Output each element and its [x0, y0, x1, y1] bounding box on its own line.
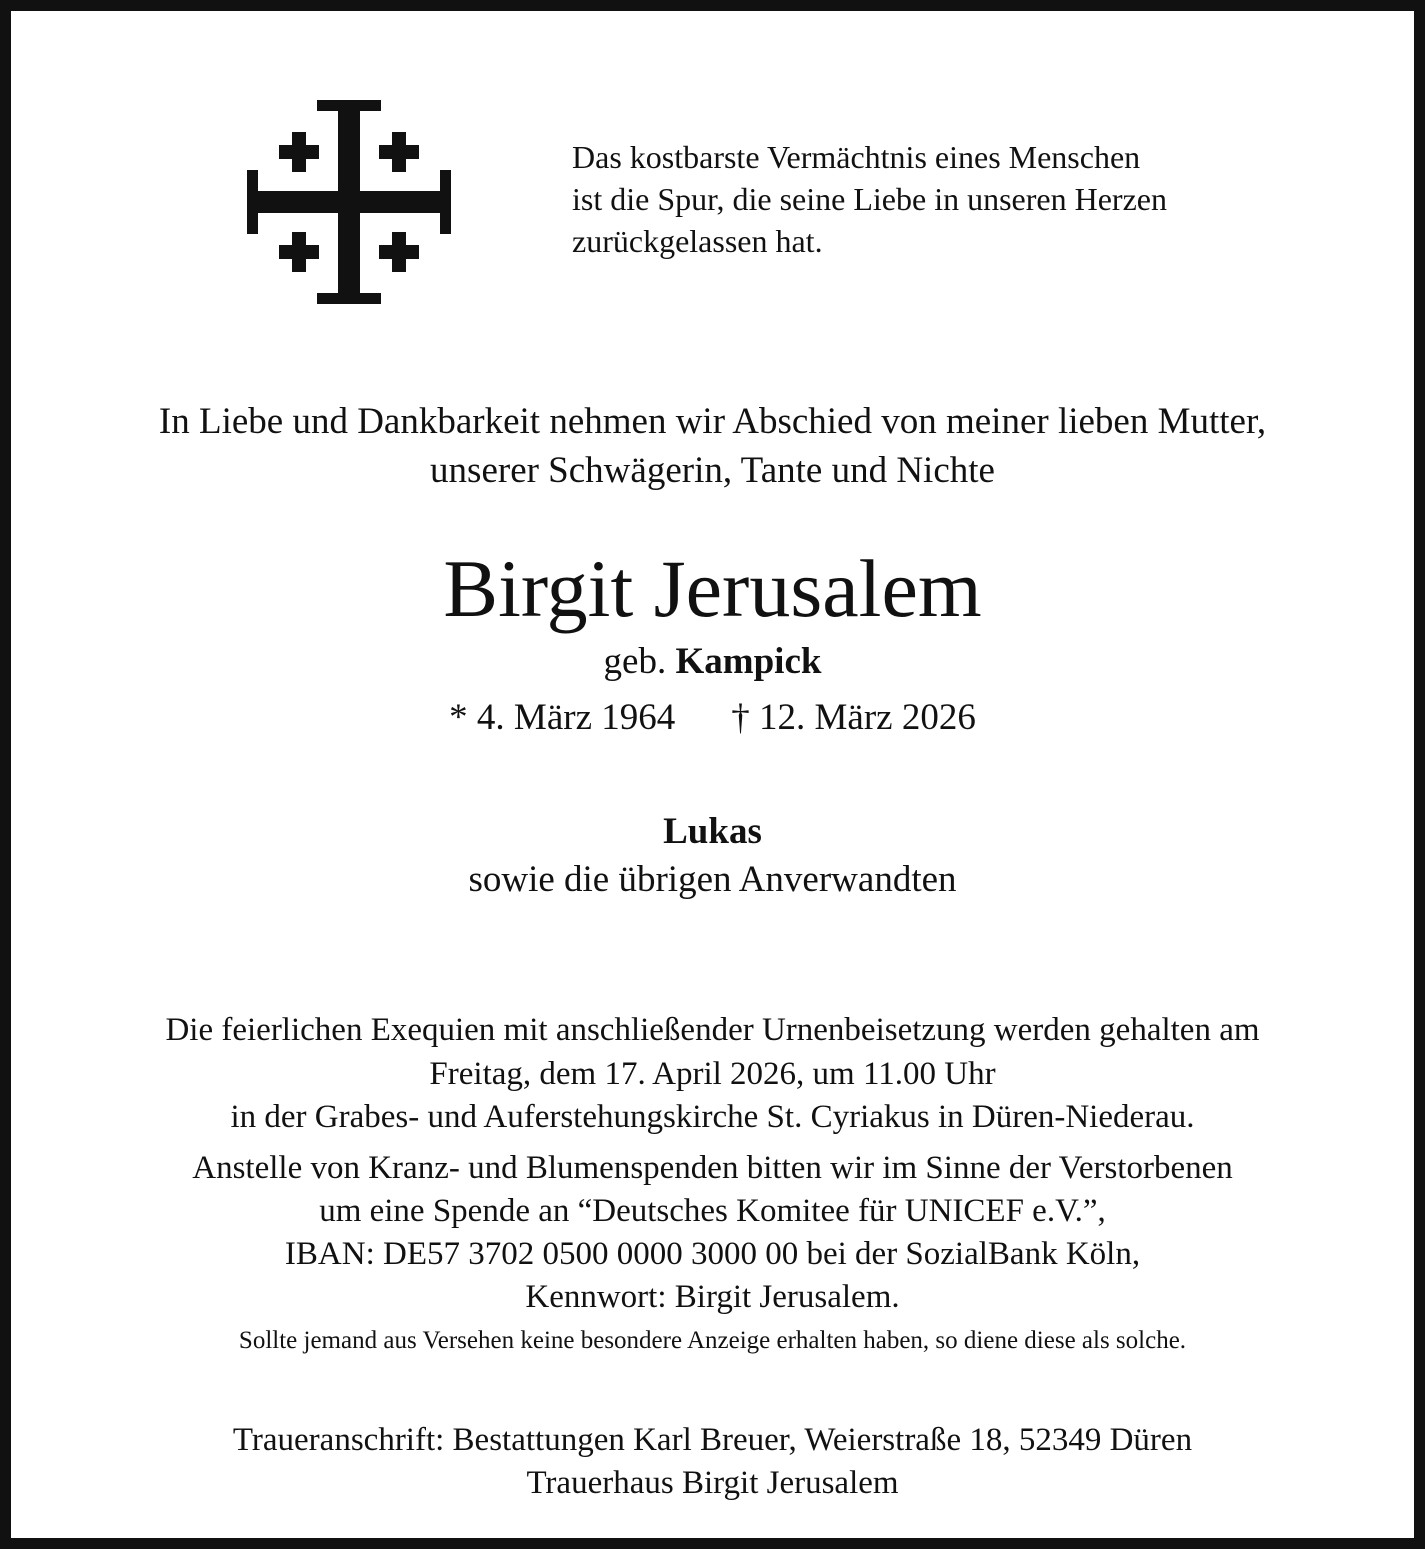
- maiden-name-line: [0, 640, 1425, 683]
- life-dates: [0, 696, 1425, 739]
- motto: [572, 136, 1332, 262]
- motto-line: ist die Spur, die seine Liebe in unseren Herzen: [572, 181, 1167, 217]
- address-line: Traueranschrift: Bestattungen Karl Breuer, Weierstraße 18, 52349 Düren: [232, 1422, 1193, 1458]
- donation-line: um eine Spende an “Deutsches Komitee für UNICEF e.V.”,: [319, 1193, 1106, 1229]
- intro-line: unserer Schwägerin, Tante und Nichte: [430, 450, 995, 491]
- maiden-name: Kampick: [675, 641, 822, 682]
- death-date: † 12. März 2026: [731, 697, 976, 738]
- intro-line: In Liebe und Dankbarkeit nehmen wir Abschied von meiner lieben Mutter,: [158, 401, 1267, 442]
- motto-line: Das kostbarste Vermächtnis eines Menschen: [572, 139, 1141, 175]
- donation-line: Anstelle von Kranz- und Blumenspenden bitten wir im Sinne der Verstorbenen: [192, 1150, 1233, 1186]
- notice: Sollte jemand aus Versehen keine besondere Anzeige erhalten haben, so diene diese als solche.: [238, 1327, 1187, 1354]
- service-line: Die feierlichen Exequien mit anschließender Urnenbeisetzung werden gehalten am: [165, 1012, 1260, 1048]
- mourner-others: sowie die übrigen Anverwandten: [468, 859, 957, 900]
- mourner-name: Lukas: [663, 811, 762, 852]
- born-prefix: geb.: [603, 641, 667, 682]
- deceased-name: Birgit Jerusalem: [443, 543, 982, 634]
- service-line: Freitag, dem 17. April 2026, um 11.00 Uhr: [429, 1056, 996, 1092]
- motto-line: zurückgelassen hat.: [572, 223, 823, 259]
- birth-date: * 4. März 1964: [449, 697, 676, 738]
- service-line: in der Grabes- und Auferstehungskirche St. Cyriakus in Düren-Niederau.: [230, 1099, 1195, 1135]
- address-line: Trauerhaus Birgit Jerusalem: [526, 1465, 899, 1501]
- donation-line: IBAN: DE57 3702 0500 0000 3000 00 bei der SozialBank Köln,: [284, 1236, 1141, 1272]
- jerusalem-cross-icon: [247, 100, 451, 304]
- donation-line: Kennwort: Birgit Jerusalem.: [525, 1279, 900, 1315]
